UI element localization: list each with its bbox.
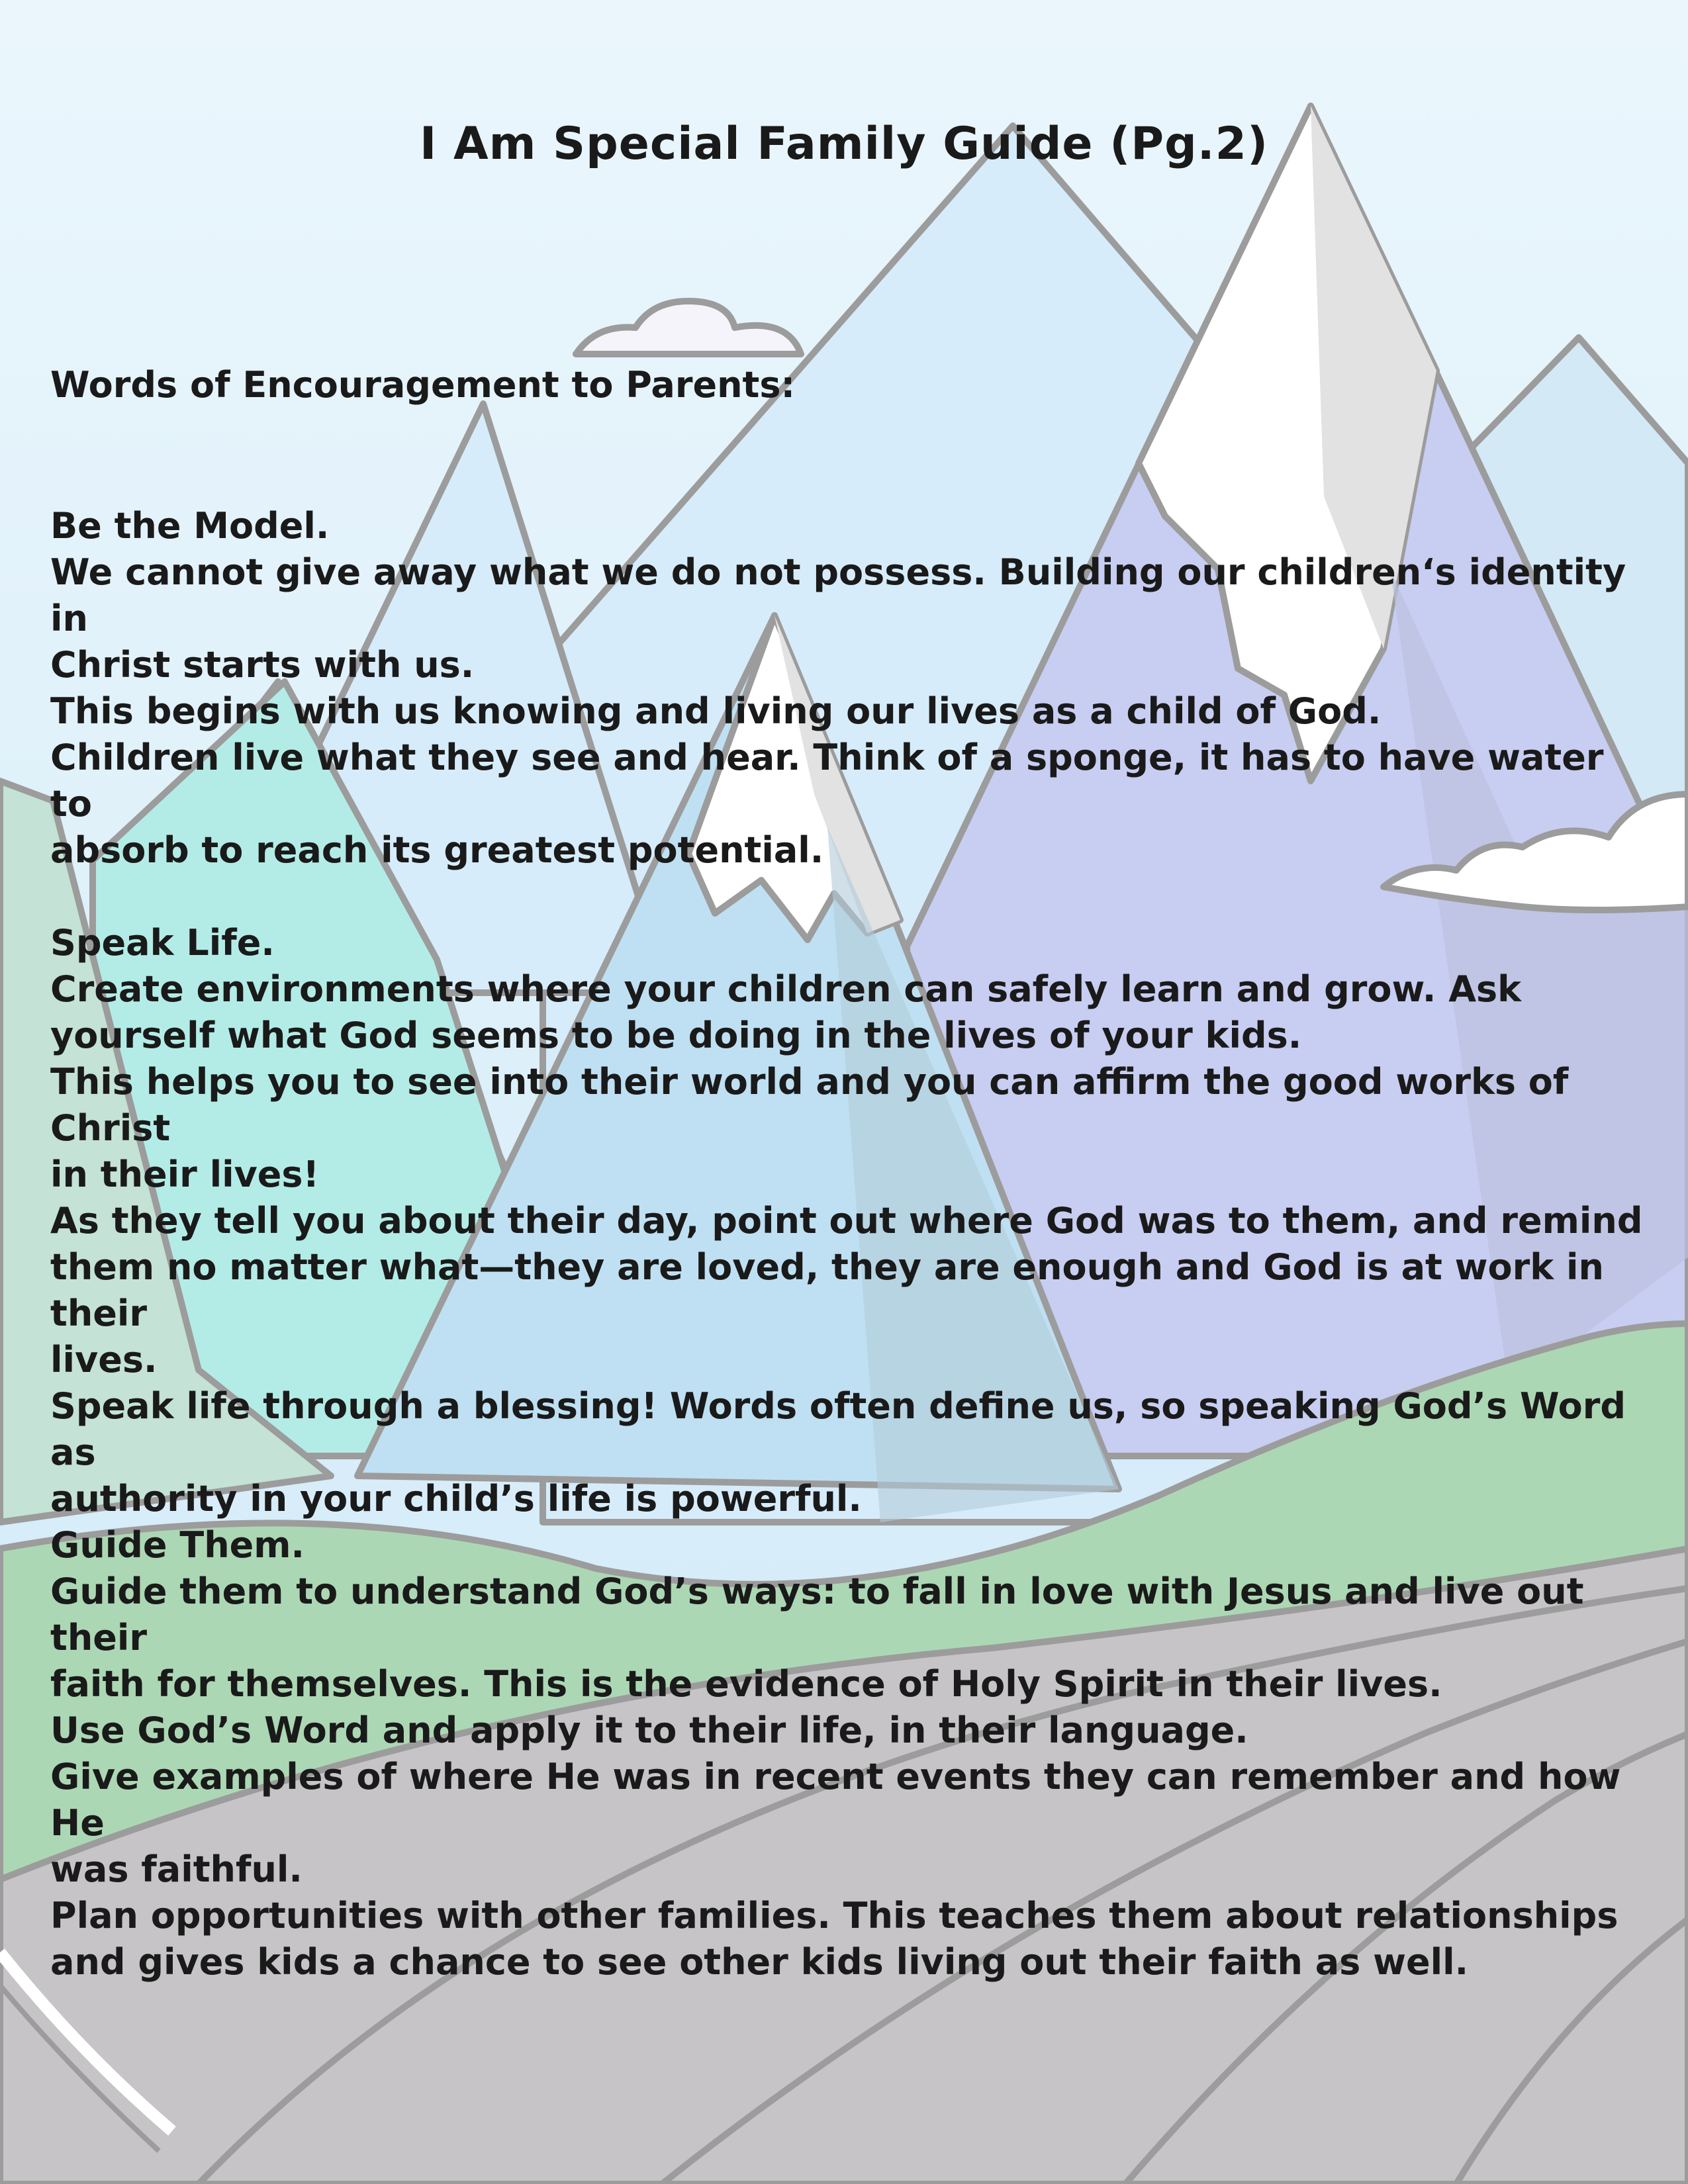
section-line: As they tell you about their day, point out where God was to them, and remind: [50, 1200, 1643, 1242]
section-line: Christ starts with us.: [50, 644, 475, 686]
section-line: yourself what God seems to be doing in the lives of your kids.: [50, 1015, 1302, 1056]
section-line: Use God’s Word and apply it to their life, in their language.: [50, 1709, 1248, 1751]
section-line: We cannot give away what we do not possess. Building our children‘s identity in: [50, 551, 1626, 639]
section-line: Give examples of where He was in recent events they can remember and how He: [50, 1756, 1621, 1844]
section-heading: Guide Them.: [50, 1524, 305, 1566]
section-line: in their lives!: [50, 1154, 320, 1195]
section-line: Guide them to understand God’s ways: to fall in love with Jesus and live out their: [50, 1570, 1584, 1659]
section-heading: Speak Life.: [50, 922, 275, 964]
section-line: them no matter what—they are loved, they are enough and God is at work in their: [50, 1246, 1604, 1334]
section-line: This begins with us knowing and living our lives as a child of God.: [50, 690, 1382, 732]
section-line: Plan opportunities with other families. This teaches them about relationships: [50, 1895, 1618, 1936]
page-title: I Am Special Family Guide (Pg.2): [419, 118, 1269, 170]
section-guide-them: [50, 1522, 1652, 1985]
section-line: authority in your child’s life is powerful.: [50, 1478, 862, 1520]
section-line: and gives kids a chance to see other kids living out their faith as well.: [50, 1941, 1469, 1983]
section-be-the-model: [50, 503, 1652, 874]
section-line: This helps you to see into their world and you can affirm the good works of Christ: [50, 1061, 1569, 1149]
section-line: Create environments where your children can safely learn and grow. Ask: [50, 968, 1522, 1010]
section-line: lives.: [50, 1339, 158, 1381]
section-line: Speak life through a blessing! Words often define us, so speaking God’s Word as: [50, 1385, 1626, 1473]
section-line: Children live what they see and hear. Think of a sponge, it has to have water to: [50, 737, 1604, 825]
section-speak-life: [50, 920, 1652, 1522]
section-line: faith for themselves. This is the evidence of Holy Spirit in their lives.: [50, 1663, 1442, 1705]
section-line: was faithful.: [50, 1848, 303, 1890]
intro-heading: Words of Encouragement to Parents:: [50, 364, 796, 406]
section-heading: Be the Model.: [50, 505, 330, 547]
section-line: absorb to reach its greatest potential.: [50, 829, 824, 871]
